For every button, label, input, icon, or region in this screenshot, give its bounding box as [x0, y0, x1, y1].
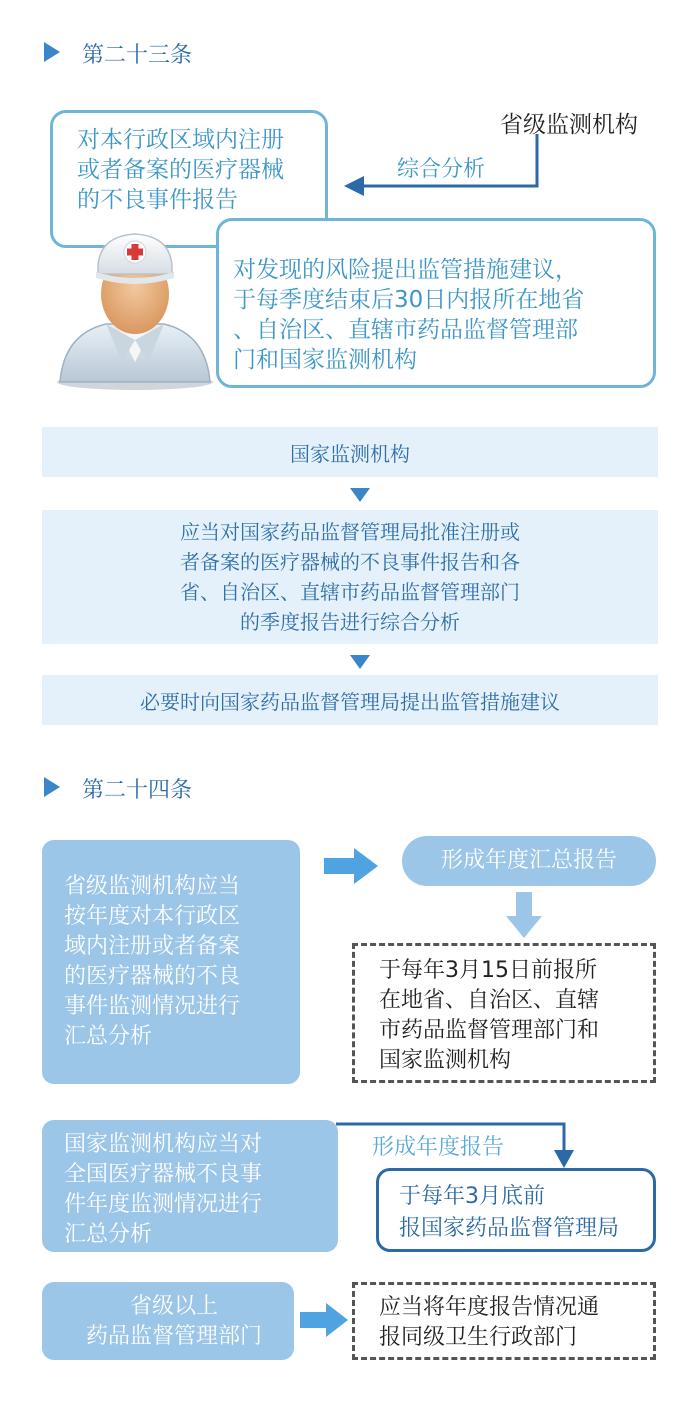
provincial-annual-box: 省级监测机构应当 按年度对本行政区 域内注册或者备案 的医疗器械的不良 事件监测情况进行 汇总分析	[42, 840, 300, 1084]
notify-health-box: 应当将年度报告情况通 报同级卫生行政部门	[352, 1282, 656, 1360]
article24-title: 第二十四条	[82, 778, 193, 803]
section-marker-icon	[44, 42, 60, 62]
down-arrow-icon	[350, 655, 370, 669]
national-annual-box: 国家监测机构应当对 全国医疗器械不良事 件年度监测情况进行 汇总分析	[42, 1120, 338, 1252]
provincial-report-bubble: 对本行政区域内注册 或者备案的医疗器械 的不良事件报告	[50, 110, 328, 248]
doctor-avatar-icon	[50, 222, 220, 392]
right-arrow-icon	[324, 848, 378, 884]
national-monitor-band: 国家监测机构	[42, 427, 658, 477]
analysis-label: 综合分析	[397, 157, 486, 182]
submit-by-march-end-box: 于每年3月底前 报国家药品监督管理局	[376, 1168, 656, 1252]
national-analysis-band: 应当对国家药品监督管理局批准注册或 者备案的医疗器械的不良事件报告和各 省、自治区、直辖市药品监督管理部门 的季度报告进行综合分析	[42, 510, 658, 644]
down-arrow-icon	[506, 892, 542, 940]
national-suggestion-band: 必要时向国家药品监督管理局提出监管措施建议	[42, 675, 658, 725]
provincial-monitor-label: 省级监测机构	[500, 112, 638, 138]
provincial-above-box: 省级以上 药品监督管理部门	[42, 1282, 294, 1360]
right-arrow-icon	[300, 1303, 348, 1337]
submit-by-march15-box: 于每年3月15日前报所 在地省、自治区、直辖 市药品监督管理部门和 国家监测机构	[352, 943, 656, 1083]
annual-summary-pill: 形成年度汇总报告	[402, 836, 656, 886]
annual-report-label: 形成年度报告	[372, 1135, 505, 1160]
down-arrow-icon	[350, 488, 370, 502]
risk-suggestion-bubble: 对发现的风险提出监管措施建议， 于每季度结束后30日内报所在地省 、自治区、直辖市药品监督管理部 门和国家监测机构	[216, 218, 656, 388]
article23-title: 第二十三条	[82, 43, 193, 68]
section-marker-icon	[44, 777, 60, 797]
